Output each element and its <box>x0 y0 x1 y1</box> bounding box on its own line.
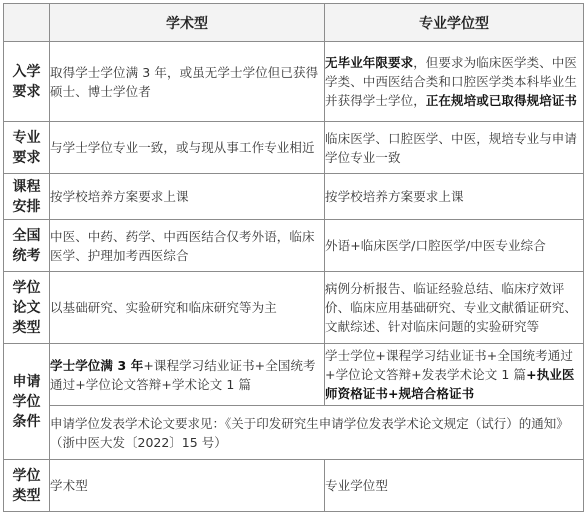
label-course: 课程 安排 <box>4 174 50 220</box>
header-row <box>4 4 584 42</box>
label-degree: 学位 类型 <box>4 460 50 512</box>
thesis-academic: 以基础研究、实验研究和临床研究等为主 <box>50 272 325 344</box>
row-major <box>4 122 584 174</box>
header-academic: 学术型 <box>50 4 325 42</box>
apply-note: 申请学位发表学术论文要求见：《关于印发研究生申请学位发表学术论文规定（试行）的通知》（浙中医大发〔2022〕15 号） <box>50 406 584 460</box>
label-admission: 入学 要求 <box>4 42 50 122</box>
corner-cell <box>4 4 50 42</box>
row-apply-note <box>4 406 584 460</box>
admission-professional: 无毕业年限要求，但要求为临床医学类、中医学类、中西医结合类和口腔医学类本科毕业生并获得学士学位，正在规培或已取得规培证书 <box>325 42 584 122</box>
row-apply <box>4 344 584 406</box>
major-academic: 与学士学位专业一致，或与现从事工作专业相近 <box>50 122 325 174</box>
row-degree <box>4 460 584 512</box>
major-professional: 临床医学、口腔医学、中医，规培专业与申请学位专业一致 <box>325 122 584 174</box>
thesis-professional: 病例分析报告、临证经验总结、临床疗效评价、临床应用基础研究、专业文献循证研究、文献综述、针对临床问题的实验研究等 <box>325 272 584 344</box>
exam-professional: 外语+临床医学/口腔医学/中医专业综合 <box>325 220 584 272</box>
degree-academic: 学术型 <box>50 460 325 512</box>
row-admission <box>4 42 584 122</box>
label-thesis: 学位 论文 类型 <box>4 272 50 344</box>
admission-academic: 取得学士学位满 3 年，或虽无学士学位但已获得硕士、博士学位者 <box>50 42 325 122</box>
row-exam <box>4 220 584 272</box>
course-professional: 按学校培养方案要求上课 <box>325 174 584 220</box>
apply-professional: 学士学位+课程学习结业证书+全国统考通过+学位论文答辩+发表学术论文 1 篇+执业医师资格证书+规培合格证书 <box>325 344 584 406</box>
label-apply: 申请 学位 条件 <box>4 344 50 460</box>
row-thesis <box>4 272 584 344</box>
apply-academic: 学士学位满 3 年+课程学习结业证书+全国统考通过+学位论文答辩+学术论文 1 篇 <box>50 344 325 406</box>
label-exam: 全国 统考 <box>4 220 50 272</box>
course-academic: 按学校培养方案要求上课 <box>50 174 325 220</box>
exam-academic: 中医、中药、药学、中西医结合仅考外语，临床医学、护理加考西医综合 <box>50 220 325 272</box>
degree-professional: 专业学位型 <box>325 460 584 512</box>
header-professional: 专业学位型 <box>325 4 584 42</box>
label-major: 专业 要求 <box>4 122 50 174</box>
row-course <box>4 174 584 220</box>
comparison-table <box>3 3 584 512</box>
